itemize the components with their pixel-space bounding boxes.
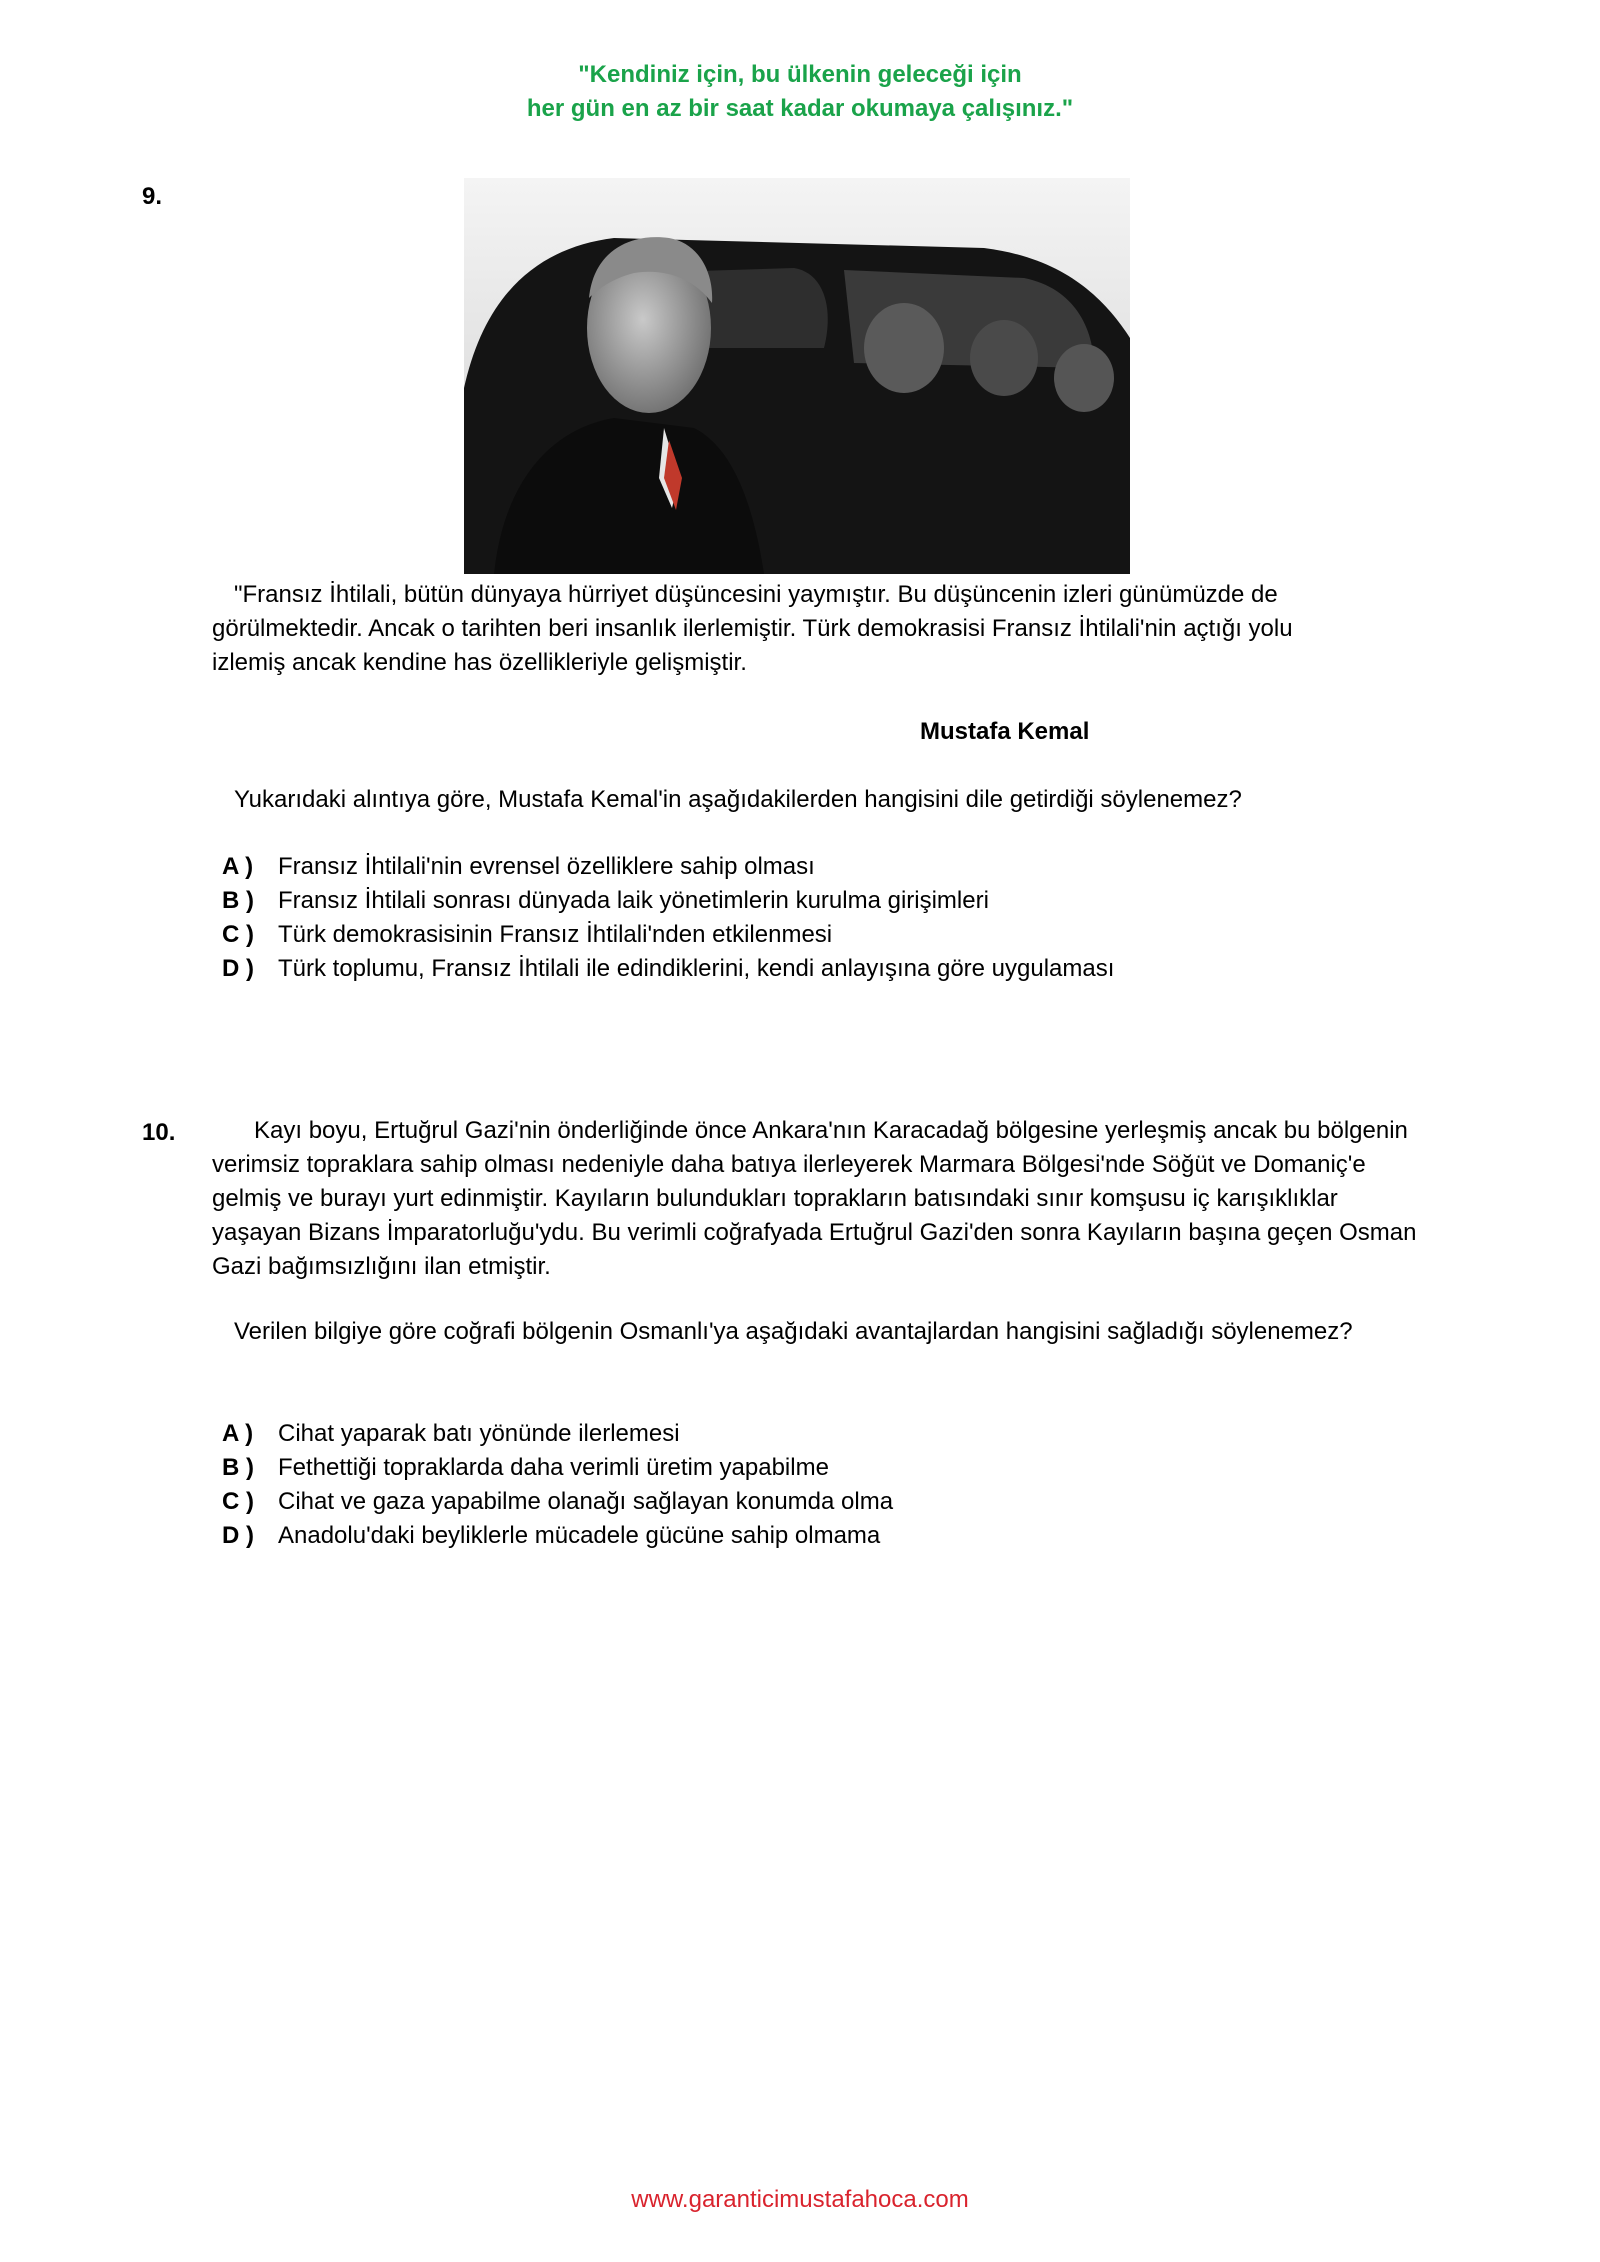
option-c[interactable] [222,918,1114,952]
option-b[interactable] [222,884,1114,918]
header-quote-line1: "Kendiniz için, bu ülkenin geleceği için [578,61,1022,88]
option-text: Fransız İhtilali'nin evrensel özelliklere sahip olması [278,853,815,880]
question-10-options [222,1417,893,1553]
option-letter: A ) [222,1420,254,1447]
question-9-prompt: Yukarıdaki alıntıya göre, Mustafa Kemal'in aşağıdakilerden hangisini dile getirdiği söylenemez? [234,786,1242,813]
question-10-prompt: Verilen bilgiye göre coğrafi bölgenin Osmanlı'ya aşağıdaki avantajlardan hangisini sağladığı söylenemez? [234,1318,1353,1345]
question-9-quote: "Fransız İhtilali, bütün dünyaya hürriyet düşüncesini yaymıştır. Bu düşüncenin izleri günümüzde de görülmektedir. Ancak o tarihten beri insanlık ilerlemiştir. Türk demokrasisi Fransız İhtilali'nin açtığı yolu izlemiş ancak kendine has özellikleriyle gelişmiştir. [212,581,1293,676]
option-text: Cihat yaparak batı yönünde ilerlemesi [278,1420,680,1447]
option-letter: D ) [222,1522,254,1549]
option-letter: B ) [222,1454,254,1481]
option-d[interactable] [222,1519,893,1553]
option-c[interactable] [222,1485,893,1519]
option-d[interactable] [222,952,1114,986]
option-a[interactable] [222,850,1114,884]
question-9-number: 9. [142,183,163,210]
option-text: Türk toplumu, Fransız İhtilali ile edindiklerini, kendi anlayışına göre uygulaması [278,955,1115,982]
question-10-number: 10. [142,1119,176,1146]
footer-url[interactable]: www.garanticimustafahoca.com [631,2186,969,2213]
option-text: Cihat ve gaza yapabilme olanağı sağlayan konumda olma [278,1488,894,1515]
option-letter: C ) [222,1488,254,1515]
question-10-passage: Kayı boyu, Ertuğrul Gazi'nin önderliğinde önce Ankara'nın Karacadağ bölgesine yerleşmiş ancak bu bölgenin verimsiz topraklara sahip olması nedeniyle daha batıya ilerleyerek Marmara Bölgesi'nde Söğüt ve Domaniç'e gelmiş ve burayı yurt edinmiştir. Kayıların bulundukları toprakların batısındaki sınır komşusu iç karışıklıklar yaşayan Bizans İmparatorluğu'ydu. Bu verimli coğrafyada Ertuğrul Gazi'den sonra Kayıların başına geçen Osman Gazi bağımsızlığını ilan etmiştir. [212,1117,1417,1280]
option-letter: D ) [222,955,254,982]
option-letter: C ) [222,921,254,948]
option-text: Anadolu'daki beyliklerle mücadele gücüne sahip olmama [278,1522,881,1549]
option-a[interactable] [222,1417,893,1451]
option-letter: A ) [222,853,254,880]
option-text: Türk demokrasisinin Fransız İhtilali'nden etkilenmesi [278,921,833,948]
ataturk-photo [464,178,1130,574]
option-letter: B ) [222,887,254,914]
option-text: Fethettiği topraklarda daha verimli üretim yapabilme [278,1454,829,1481]
header-quote-line2: her gün en az bir saat kadar okumaya çalışınız." [526,95,1074,122]
question-9-author: Mustafa Kemal [920,718,1090,745]
option-b[interactable] [222,1451,893,1485]
option-text: Fransız İhtilali sonrası dünyada laik yönetimlerin kurulma girişimleri [278,887,989,914]
photo-illustration [464,178,1130,574]
header-quote [0,58,1600,126]
question-9-options [222,850,1114,986]
